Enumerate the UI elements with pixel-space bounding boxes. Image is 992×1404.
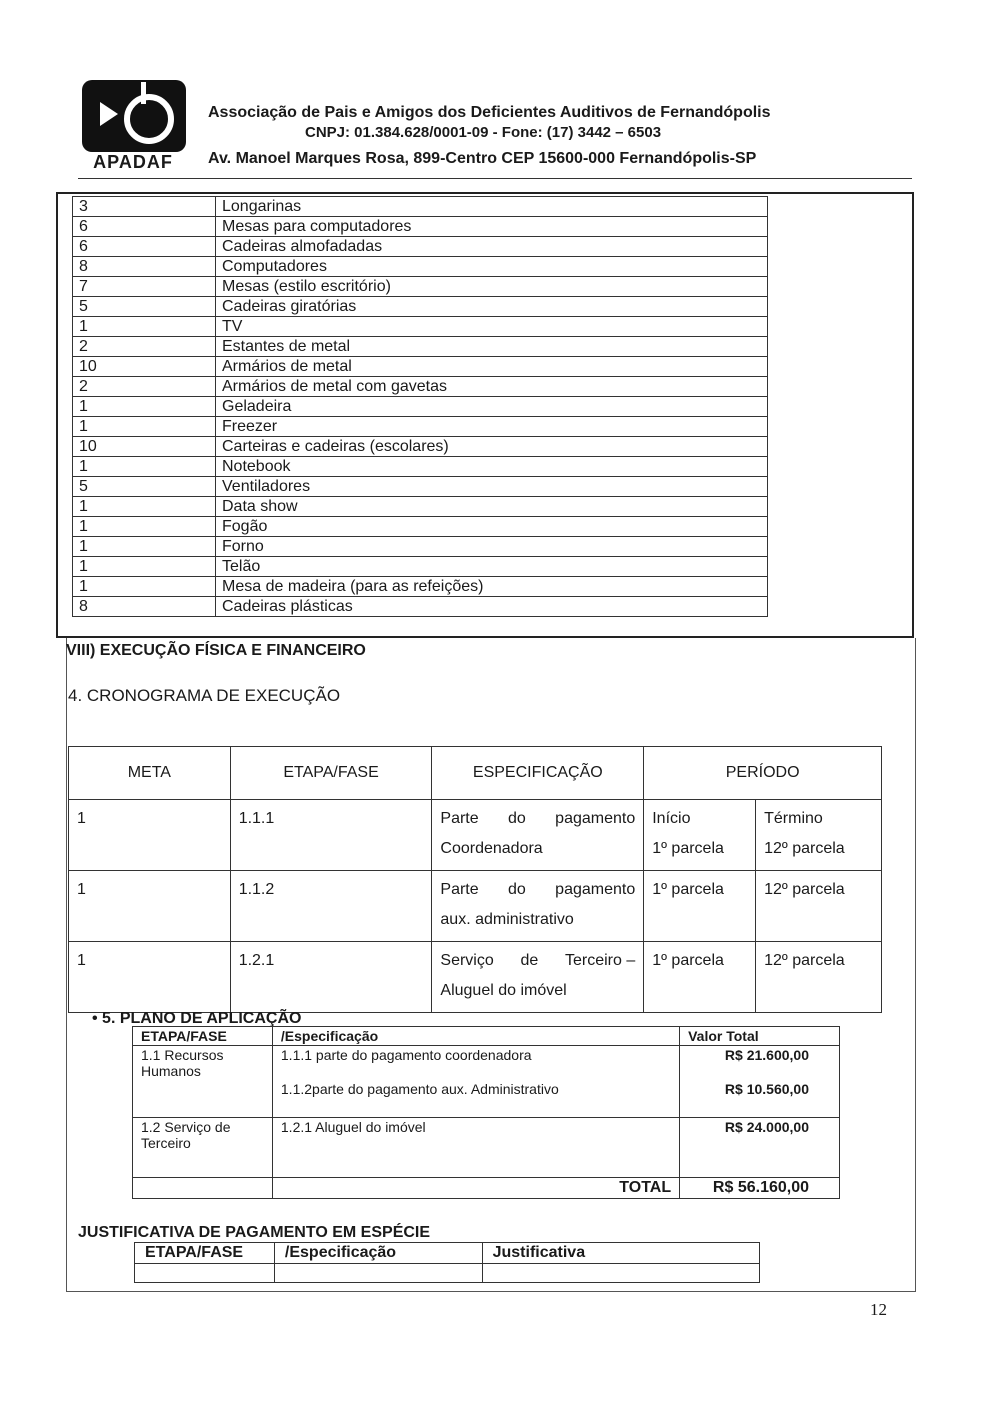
header-divider — [78, 178, 912, 179]
item-cell: Fogão — [216, 517, 768, 537]
inventory-row — [73, 317, 768, 337]
spec-line2: Coordenadora — [440, 840, 543, 857]
spec-cell — [432, 800, 644, 871]
col-header-etapa: ETAPA/FASE — [135, 1243, 275, 1264]
spec-cell — [432, 871, 644, 942]
inventory-row — [73, 357, 768, 377]
cronograma-header-row — [69, 747, 882, 800]
inventory-row — [73, 557, 768, 577]
meta-cell: 1 — [69, 871, 231, 942]
quantity-cell: 1 — [73, 317, 216, 337]
table-row — [133, 1118, 840, 1178]
logo-text: APADAF — [93, 152, 173, 172]
total-row — [133, 1178, 840, 1199]
plano-table — [132, 1026, 840, 1199]
spec-word: Parte — [440, 810, 479, 827]
section-4-title: 4. CRONOGRAMA DE EXECUÇÃO — [68, 686, 341, 705]
item-cell: Mesas (estilo escritório) — [216, 277, 768, 297]
item-cell: Mesas para computadores — [216, 217, 768, 237]
org-name: Associação de Pais e Amigos dos Deficientes Auditivos de Fernandópolis — [208, 104, 771, 121]
quantity-cell: 7 — [73, 277, 216, 297]
item-cell: Ventiladores — [216, 477, 768, 497]
item-cell: Estantes de metal — [216, 337, 768, 357]
inicio-value: 1º parcela — [644, 871, 756, 942]
inventory-row — [73, 517, 768, 537]
item-cell: Data show — [216, 497, 768, 517]
section-5-title: • 5. PLANO DE APLICAÇÃO — [92, 1010, 302, 1027]
item-cell: Longarinas — [216, 197, 768, 217]
item-cell: Notebook — [216, 457, 768, 477]
spec-line: 1.1.1 parte do pagamento coordenadora — [280, 1047, 532, 1063]
quantity-cell: 1 — [73, 457, 216, 477]
table-row — [69, 942, 882, 1013]
inventory-row — [73, 577, 768, 597]
inventory-row — [73, 257, 768, 277]
etapa-cell: 1.1.2 — [230, 871, 432, 942]
page-number: 12 — [870, 1300, 887, 1319]
col-header-especificacao: ESPECIFICAÇÃO — [432, 747, 644, 800]
quantity-cell: 1 — [73, 397, 216, 417]
spec-cell — [432, 942, 644, 1013]
spec-word: Serviço — [440, 952, 494, 969]
inicio-value: 1º parcela — [652, 840, 724, 857]
termino-value: 12º parcela — [756, 942, 882, 1013]
total-label: TOTAL — [272, 1178, 679, 1199]
col-header-etapa: ETAPA/FASE — [133, 1027, 273, 1046]
quantity-cell: 5 — [73, 297, 216, 317]
etapa-cell: 1.2.1 — [230, 942, 432, 1013]
org-address: Av. Manoel Marques Rosa, 899-Centro CEP 15600-000 Fernandópolis-SP — [208, 150, 757, 167]
col-header-periodo: PERÍODO — [644, 747, 882, 800]
spec-word: pagamento — [555, 881, 636, 898]
cronograma-table — [68, 746, 882, 1013]
item-cell: Carteiras e cadeiras (escolares) — [216, 437, 768, 457]
quantity-cell: 5 — [73, 477, 216, 497]
item-cell: Armários de metal com gavetas — [216, 377, 768, 397]
quantity-cell: 6 — [73, 237, 216, 257]
inventory-row — [73, 197, 768, 217]
quantity-cell: 2 — [73, 377, 216, 397]
inventory-table — [72, 196, 768, 617]
quantity-cell: 10 — [73, 357, 216, 377]
spec-word: pagamento — [555, 810, 636, 827]
inventory-row — [73, 457, 768, 477]
quantity-cell: 1 — [73, 417, 216, 437]
inicio-cell — [644, 800, 756, 871]
spec-word: do — [508, 881, 526, 898]
quantity-cell: 1 — [73, 537, 216, 557]
col-header-justificativa: Justificativa — [482, 1243, 759, 1264]
quantity-cell: 6 — [73, 217, 216, 237]
col-header-especificacao: /Especificação — [272, 1027, 679, 1046]
empty-cell — [482, 1264, 759, 1283]
quantity-cell: 8 — [73, 257, 216, 277]
table-row — [69, 871, 882, 942]
inventory-row — [73, 337, 768, 357]
apadaf-logo — [78, 80, 188, 176]
etapa-cell: 1.1.1 — [230, 800, 432, 871]
value-line: R$ 10.560,00 — [724, 1081, 809, 1097]
inventory-row — [73, 237, 768, 257]
spec-word: Terceiro – — [564, 952, 636, 969]
quantity-cell: 1 — [73, 497, 216, 517]
inventory-row — [73, 377, 768, 397]
inventory-row — [73, 217, 768, 237]
item-cell: Cadeiras giratórias — [216, 297, 768, 317]
meta-cell: 1 — [69, 942, 231, 1013]
etapa-cell: 1.2 Serviço de Terceiro — [133, 1118, 273, 1178]
table-row — [133, 1046, 840, 1118]
spec-word: de — [520, 952, 539, 969]
inventory-row — [73, 597, 768, 617]
quantity-cell: 1 — [73, 517, 216, 537]
inicio-label: Início — [652, 810, 691, 827]
col-header-etapa: ETAPA/FASE — [230, 747, 432, 800]
value-cell: R$ 24.000,00 — [680, 1118, 840, 1178]
spec-cell — [272, 1046, 679, 1118]
empty-cell — [274, 1264, 482, 1283]
item-cell: TV — [216, 317, 768, 337]
item-cell: Forno — [216, 537, 768, 557]
item-cell: Mesa de madeira (para as refeições) — [216, 577, 768, 597]
cnpj-line: CNPJ: 01.384.628/0001-09 - Fone: (17) 3442 – 6503 — [305, 124, 662, 141]
col-header-meta: META — [69, 747, 231, 800]
quantity-cell: 3 — [73, 197, 216, 217]
meta-cell: 1 — [69, 800, 231, 871]
quantity-cell: 1 — [73, 557, 216, 577]
value-line: R$ 21.600,00 — [724, 1047, 809, 1063]
inventory-row — [73, 497, 768, 517]
col-header-especificacao: /Especificação — [274, 1243, 482, 1264]
item-cell: Cadeiras almofadadas — [216, 237, 768, 257]
spec-word: Parte — [440, 881, 479, 898]
spec-line2: aux. administrativo — [440, 911, 574, 928]
value-cell — [680, 1046, 840, 1118]
empty-cell — [135, 1264, 275, 1283]
inicio-value: 1º parcela — [644, 942, 756, 1013]
justificativa-title: JUSTIFICATIVA DE PAGAMENTO EM ESPÉCIE — [78, 1224, 431, 1241]
table-row — [135, 1264, 760, 1283]
justificativa-table — [134, 1242, 760, 1283]
section-5-label: 5. PLANO DE APLICAÇÃO — [102, 1010, 302, 1027]
item-cell: Geladeira — [216, 397, 768, 417]
inventory-row — [73, 397, 768, 417]
quantity-cell: 2 — [73, 337, 216, 357]
empty-cell — [133, 1178, 273, 1199]
item-cell: Computadores — [216, 257, 768, 277]
quantity-cell: 10 — [73, 437, 216, 457]
col-header-valor: Valor Total — [680, 1027, 840, 1046]
inventory-row — [73, 537, 768, 557]
quantity-cell: 1 — [73, 577, 216, 597]
inventory-row — [73, 417, 768, 437]
spec-line2: Aluguel do imóvel — [440, 982, 567, 999]
item-cell: Cadeiras plásticas — [216, 597, 768, 617]
plano-header-row — [133, 1027, 840, 1046]
termino-cell — [756, 800, 882, 871]
termino-label: Término — [764, 810, 823, 827]
inventory-row — [73, 477, 768, 497]
section-8-title: VIII) EXECUÇÃO FÍSICA E FINANCEIRO — [66, 642, 366, 659]
etapa-cell: 1.1 Recursos Humanos — [133, 1046, 273, 1118]
item-cell: Telão — [216, 557, 768, 577]
total-value: R$ 56.160,00 — [680, 1178, 840, 1199]
justificativa-header-row — [135, 1243, 760, 1264]
spec-line: 1.1.2parte do pagamento aux. Administrativo — [280, 1081, 559, 1097]
inventory-row — [73, 277, 768, 297]
item-cell: Freezer — [216, 417, 768, 437]
table-row — [69, 800, 882, 871]
termino-value: 12º parcela — [756, 871, 882, 942]
spec-word: do — [508, 810, 526, 827]
item-cell: Armários de metal — [216, 357, 768, 377]
spec-cell: 1.2.1 Aluguel do imóvel — [272, 1118, 679, 1178]
termino-value: 12º parcela — [764, 840, 845, 857]
inventory-row — [73, 437, 768, 457]
quantity-cell: 8 — [73, 597, 216, 617]
inventory-row — [73, 297, 768, 317]
